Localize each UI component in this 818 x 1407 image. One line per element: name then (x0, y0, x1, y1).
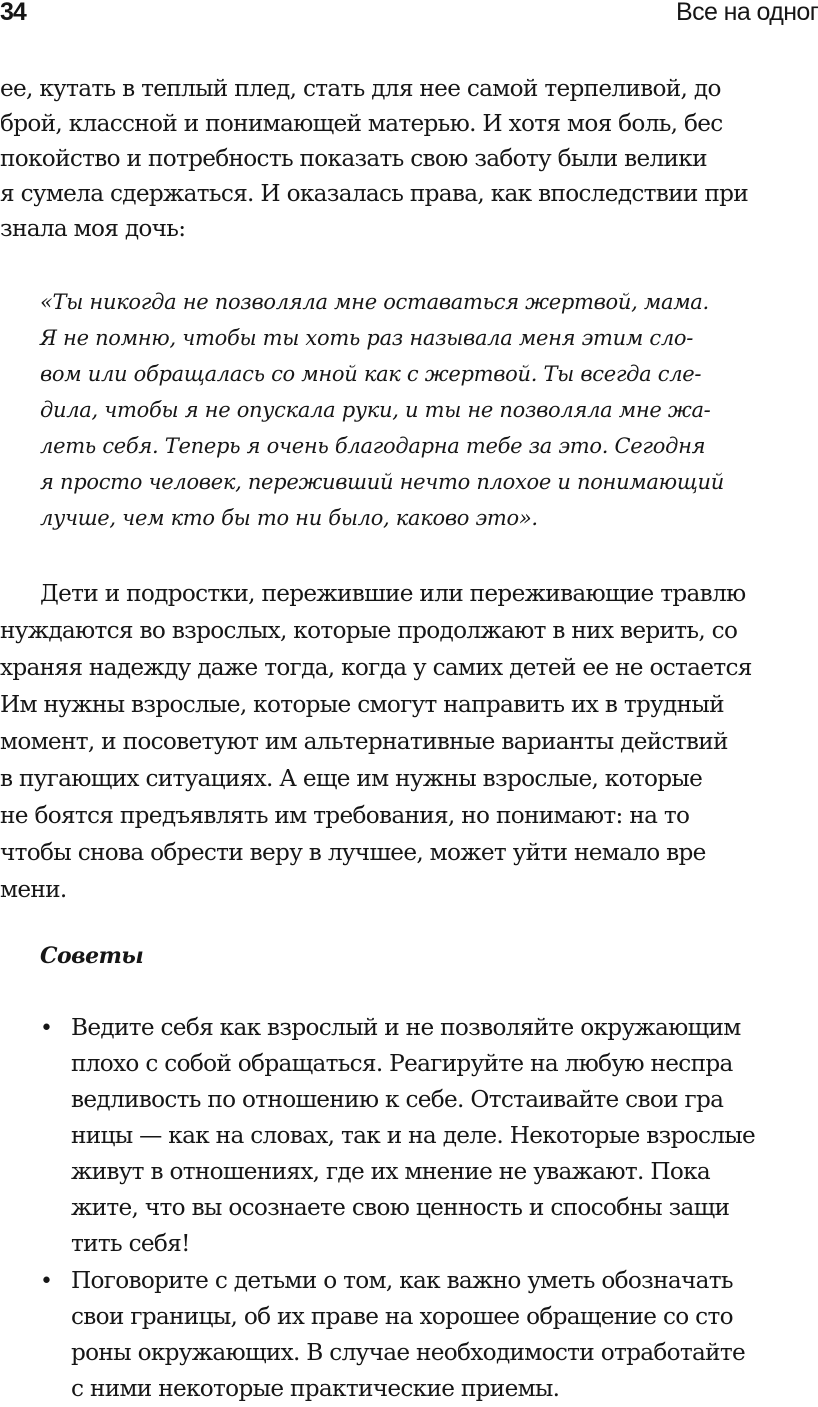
page-number: 34 (0, 0, 26, 26)
quote-line: лучше, чем кто бы то ни было, каково это». (40, 506, 538, 530)
text-line: жите, что вы осознаете свою ценность и способны защи (71, 1194, 730, 1221)
text-line: знала моя дочь: (0, 215, 186, 242)
text-line: ницы — как на словах, так и на деле. Некоторые взрослые (71, 1122, 756, 1149)
text-line: брой, классной и понимающей матерью. И хотя моя боль, бес (0, 110, 723, 137)
text-line: плохо с собой обращаться. Реагируйте на любую неспра (71, 1050, 733, 1077)
quote-line: Я не помню, чтобы ты хоть раз называла меня этим сло- (40, 326, 694, 350)
text-line: в пугающих ситуациях. А еще им нужны взрослые, которые (0, 765, 703, 792)
quote-line: я просто человек, переживший нечто плохое и понимающий (40, 470, 724, 494)
quote-line: дила, чтобы я не опускала руки, и ты не позволяла мне жа- (40, 398, 711, 422)
text-line: я сумела сдержаться. И оказалась права, как впоследствии при (0, 180, 748, 207)
text-line: мени. (0, 876, 67, 903)
text-line: покойство и потребность показать свою заботу были велики (0, 145, 707, 172)
running-title: Все на одног (676, 0, 818, 26)
page-header (0, 0, 818, 30)
quote-line: вом или обращалась со мной как с жертвой. Ты всегда сле- (40, 362, 702, 386)
text-line: храняя надежду даже тогда, когда у самих детей ее не остается (0, 654, 752, 681)
text-line: момент, и посоветуют им альтернативные варианты действий (0, 728, 728, 755)
quote-line: «Ты никогда не позволяла мне оставаться жертвой, мама. (40, 290, 709, 314)
text-line: Поговорите с детьми о том, как важно уметь обозначать (71, 1267, 733, 1294)
bullet-marker: • (40, 1269, 53, 1294)
text-line: роны окружающих. В случае необходимости отработайте (71, 1339, 746, 1366)
text-line: ведливость по отношению к себе. Отстаивайте свои гра (71, 1086, 724, 1113)
text-line: живут в отношениях, где их мнение не уважают. Пока (71, 1158, 711, 1185)
tips-heading: Советы (40, 943, 144, 969)
text-line: с ними некоторые практические приемы. (71, 1375, 560, 1402)
text-line: не боятся предъявлять им требования, но понимают: на то (0, 802, 690, 829)
text-line: ее, кутать в теплый плед, стать для нее самой терпеливой, до (0, 75, 721, 102)
bullet-marker: • (40, 1016, 53, 1041)
text-line: Им нужны взрослые, которые смогут направить их в трудный (0, 691, 724, 718)
text-line: чтобы снова обрести веру в лучшее, может уйти немало вре (0, 839, 706, 866)
text-line: Дети и подростки, пережившие или переживающие травлю (40, 580, 746, 607)
quote-line: леть себя. Теперь я очень благодарна тебе за это. Сегодня (40, 434, 706, 458)
text-line: нуждаются во взрослых, которые продолжают в них верить, со (0, 617, 738, 644)
text-line: Ведите себя как взрослый и не позволяйте окружающим (71, 1014, 741, 1041)
text-line: тить себя! (71, 1230, 190, 1257)
text-line: свои границы, об их праве на хорошее обращение со сто (71, 1303, 733, 1330)
